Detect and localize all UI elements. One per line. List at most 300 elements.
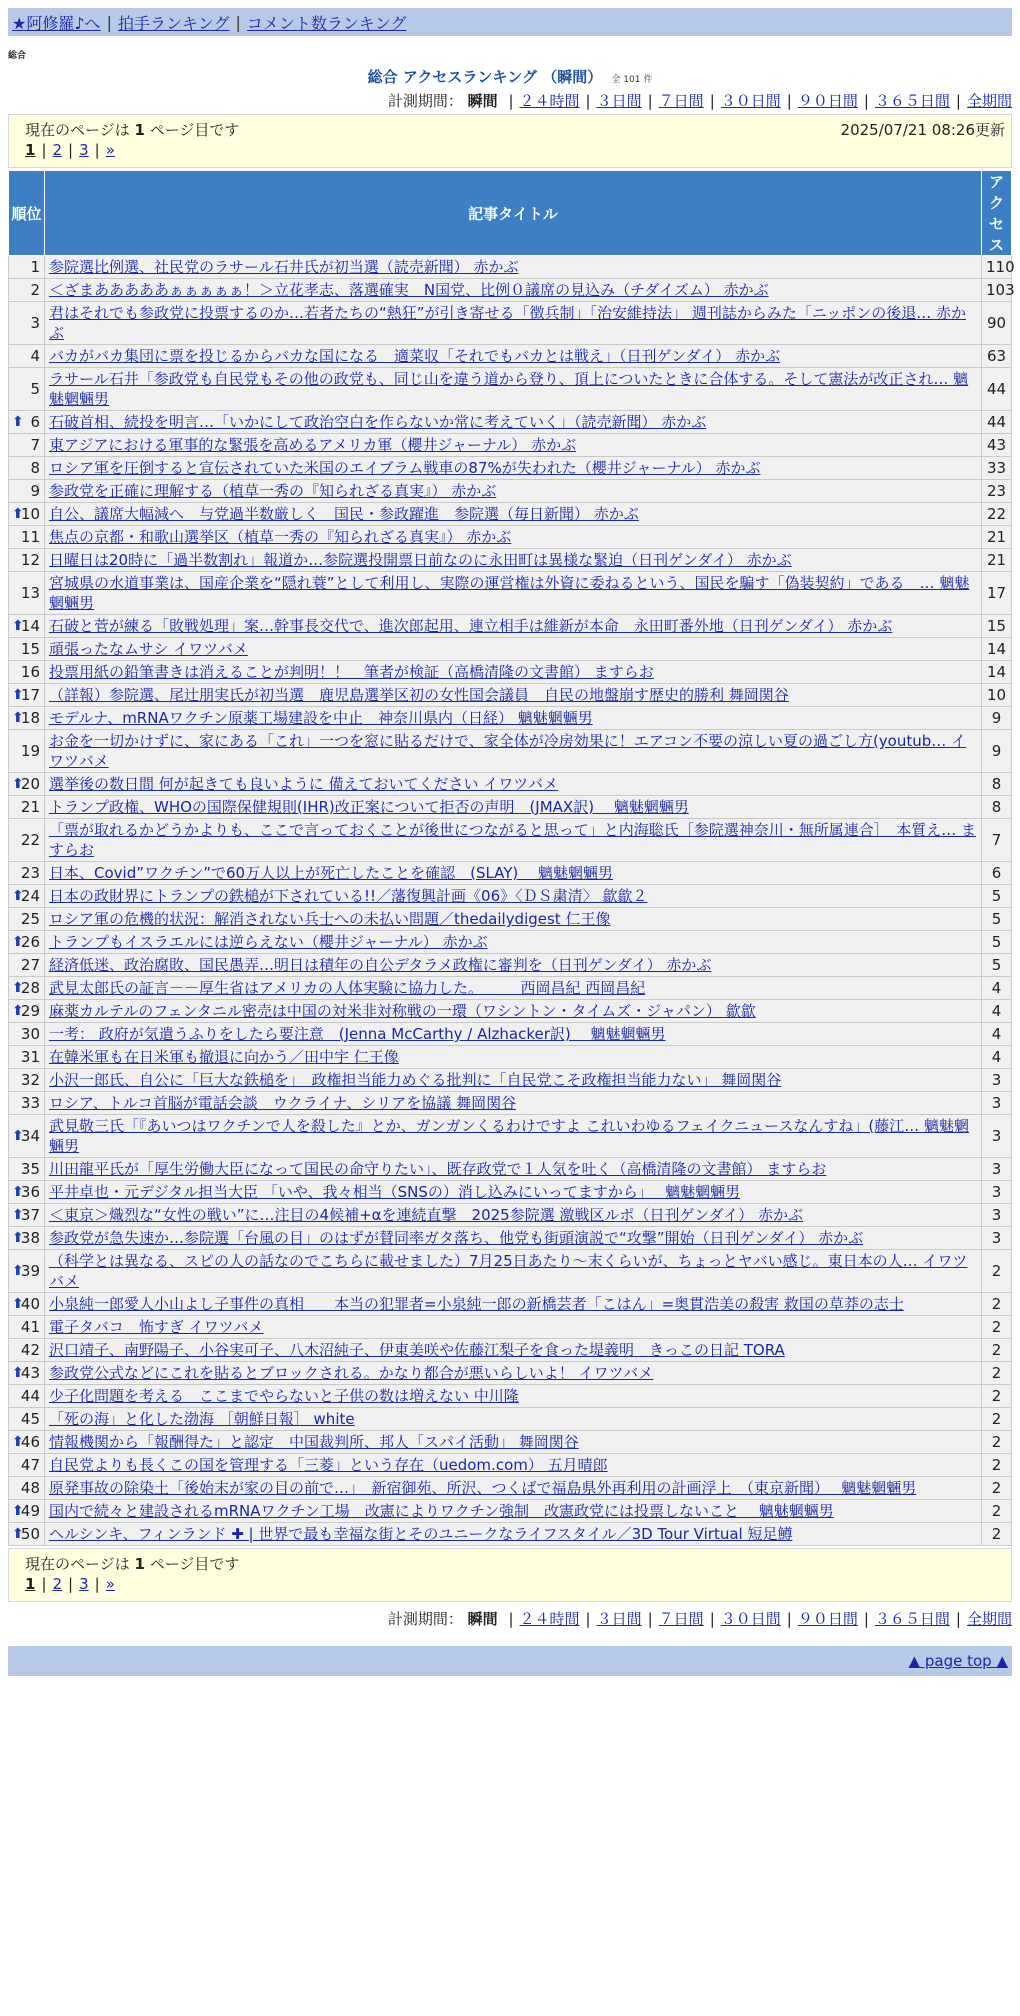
- table-row: [9, 931, 1012, 954]
- access-count: 3: [982, 1158, 1012, 1181]
- period-link[interactable]: ９０日間: [797, 92, 858, 110]
- rank-number: 20: [20, 775, 40, 793]
- access-count: 22: [982, 503, 1012, 526]
- up-arrow-icon: ⬆: [12, 1526, 24, 1542]
- access-count: 103: [982, 279, 1012, 302]
- title-cell: [45, 503, 982, 526]
- rank-cell: [9, 302, 45, 345]
- rank-number: 8: [30, 459, 40, 477]
- period-separator: |: [508, 92, 514, 110]
- up-arrow-icon: ⬆: [12, 1503, 24, 1519]
- title-cell: [45, 1339, 982, 1362]
- rank-number: 29: [20, 1002, 40, 1020]
- rank-number: 10: [20, 505, 40, 523]
- rank-number: 42: [20, 1341, 40, 1359]
- page-link[interactable]: 3: [79, 1575, 89, 1593]
- period-link[interactable]: ７日間: [658, 92, 704, 110]
- title-cell: [45, 1362, 982, 1385]
- access-count: 44: [982, 411, 1012, 434]
- rank-number: 9: [30, 482, 40, 500]
- article-link[interactable]: ロシア軍を圧倒すると宣伝されていた米国のエイブラム戦車の87%が失われた（櫻井ジャーナル） 赤かぶ: [49, 459, 761, 477]
- access-count: 2: [982, 1500, 1012, 1523]
- title-cell: [45, 1500, 982, 1523]
- period-link[interactable]: ２４時間: [519, 92, 580, 110]
- page-separator: |: [94, 1575, 100, 1593]
- table-row: [9, 885, 1012, 908]
- ranking-table: [8, 170, 1015, 1546]
- rank-cell: [9, 411, 45, 434]
- title-cell: [45, 1385, 982, 1408]
- next-page-link[interactable]: »: [105, 1575, 115, 1593]
- title-cell: [45, 549, 982, 572]
- period-link[interactable]: 全期間: [966, 92, 1012, 110]
- rank-number: 6: [30, 413, 40, 431]
- page-link[interactable]: 2: [52, 141, 63, 159]
- article-link[interactable]: 原発事故の除染土「後始末が家の目の前で…」 新宿御苑、所沢、つくばで福島県外再利用の計画浮上 （東京新聞） 魑魅魍魎男: [49, 1479, 917, 1497]
- title-cell: [45, 480, 982, 503]
- table-row: [9, 1023, 1012, 1046]
- table-row: [9, 256, 1012, 279]
- table-row: [9, 549, 1012, 572]
- period-link[interactable]: ９０日間: [797, 1610, 858, 1628]
- article-link[interactable]: ＜東京＞熾烈な“女性の戦い”に…注目の4候補+αを連続直撃 2025参院選 激戦区ルポ（日刊ゲンダイ） 赤かぶ: [49, 1206, 804, 1224]
- up-arrow-icon: ⬆: [12, 1434, 24, 1450]
- article-link[interactable]: 武見敬三氏「『あいつはワクチンで人を殺した』とか、ガンガンくるわけですよ これいわゆるフェイクニュースなんすね」(藤江… 魑魅魍魎男: [49, 1117, 970, 1155]
- article-link[interactable]: 麻薬カルテルのフェンタニル密売は中国の対米非対称戦の一環（ワシントン・タイムズ・ジャパン） 歙歙: [49, 1002, 756, 1020]
- access-count: 10: [982, 684, 1012, 707]
- table-row: [9, 1227, 1012, 1250]
- rank-cell: [9, 1204, 45, 1227]
- home-link[interactable]: ★阿修羅♪へ: [12, 13, 101, 33]
- rank-cell: [9, 256, 45, 279]
- title-cell: [45, 1523, 982, 1546]
- rank-number: 18: [20, 709, 40, 727]
- title-cell: [45, 1092, 982, 1115]
- rank-cell: [9, 1362, 45, 1385]
- article-link[interactable]: 参政党が急失速か…参院選「台風の目」のはずが賛同率ガタ落ち、他党も街頭演説で“攻撃”開始（日刊ゲンダイ） 赤かぶ: [49, 1229, 864, 1247]
- page-title-line: [0, 66, 1020, 86]
- access-count: 14: [982, 661, 1012, 684]
- rank-cell: [9, 773, 45, 796]
- access-count: 3: [982, 1204, 1012, 1227]
- title-cell: [45, 1069, 982, 1092]
- table-row: [9, 302, 1012, 345]
- current-page: 1: [25, 141, 36, 159]
- article-link[interactable]: ヘルシンキ、フィンランド ✚ | 世界で最も幸福な街とそのユニークなライフスタイル／3D Tour Virtual 短足鱒: [49, 1525, 793, 1543]
- rank-cell: [9, 1523, 45, 1546]
- rank-cell: [9, 638, 45, 661]
- up-arrow-icon: ⬆: [12, 1230, 24, 1246]
- article-link[interactable]: 参政党公式などにこれを貼るとブロックされる。かなり都合が悪いらしいよ！ イワツバメ: [49, 1364, 654, 1382]
- rank-number: 21: [20, 798, 40, 816]
- access-count: 2: [982, 1408, 1012, 1431]
- rank-cell: [9, 457, 45, 480]
- up-arrow-icon: ⬆: [12, 934, 24, 950]
- rank-cell: [9, 730, 45, 773]
- access-count: 2: [982, 1477, 1012, 1500]
- rank-number: 19: [20, 742, 40, 760]
- period-link[interactable]: ３６５日間: [874, 92, 950, 110]
- title-cell: [45, 1477, 982, 1500]
- access-count: 21: [982, 549, 1012, 572]
- title-cell: [45, 1000, 982, 1023]
- rank-cell: [9, 1046, 45, 1069]
- article-link[interactable]: 日曜日は20時に「過半数割れ」報道か…参院選投開票日前なのに永田町は異様な緊迫（日刊ゲンダイ） 赤かぶ: [49, 551, 792, 569]
- table-row: [9, 368, 1012, 411]
- rank-cell: [9, 908, 45, 931]
- access-count: 6: [982, 862, 1012, 885]
- rank-number: 26: [20, 933, 40, 951]
- period-separator: |: [709, 92, 715, 110]
- period-separator: |: [863, 1610, 869, 1628]
- title-cell: [45, 434, 982, 457]
- page-separator: |: [41, 1575, 47, 1593]
- rank-cell: [9, 954, 45, 977]
- applause-ranking-link[interactable]: 拍手ランキング: [117, 13, 230, 33]
- article-link[interactable]: 日本の政財界にトランプの鉄槌が下されている!!／藩復興計画《06》〈ＤＳ粛清〉 歙歙２: [49, 887, 648, 905]
- title-cell: [45, 1204, 982, 1227]
- period-link[interactable]: ７日間: [658, 1610, 704, 1628]
- period-separator: |: [955, 92, 961, 110]
- rank-number: 47: [20, 1456, 40, 1474]
- access-count: 33: [982, 457, 1012, 480]
- rank-cell: [9, 1092, 45, 1115]
- up-arrow-icon: ⬆: [12, 1365, 24, 1381]
- table-row: [9, 1385, 1012, 1408]
- article-link[interactable]: バカがバカ集団に票を投じるからバカな国になる 適菜収「それでもバカとは戦え」（日刊ゲンダイ） 赤かぶ: [49, 347, 781, 365]
- table-row: [9, 503, 1012, 526]
- rank-number: 13: [20, 584, 40, 602]
- period-separator: |: [585, 92, 591, 110]
- period-link[interactable]: ３日間: [596, 1610, 642, 1628]
- rank-number: 31: [20, 1048, 40, 1066]
- period-separator: |: [955, 1610, 961, 1628]
- up-arrow-icon: ⬆: [12, 980, 24, 996]
- rank-number: 39: [20, 1262, 40, 1280]
- article-link[interactable]: ロシア軍の危機的状況：解消されない兵士への未払い問題／thedailydigest 仁王像: [49, 910, 611, 928]
- rank-number: 35: [20, 1160, 40, 1178]
- period-link[interactable]: ３０日間: [720, 1610, 781, 1628]
- rank-number: 50: [20, 1525, 40, 1543]
- article-link[interactable]: 情報機関から「報酬得た」と認定 中国裁判所、邦人「スパイ活動」 舞岡関谷: [49, 1433, 579, 1451]
- article-link[interactable]: 日本、Covid”ワクチン”で60万人以上が死亡したことを確認 (SLAY) 魑魅魍魎男: [49, 864, 614, 882]
- article-link[interactable]: 石破と菅が練る「敗戦処理」案…幹事長交代で、進次郎起用、連立相手は維新が本命 永田町番外地（日刊ゲンダイ） 赤かぶ: [49, 617, 893, 635]
- article-link[interactable]: 「死の海」と化した渤海 ［朝鮮日報］ white: [49, 1410, 355, 1428]
- title-cell: [45, 661, 982, 684]
- nav-separator: |: [235, 12, 241, 32]
- title-cell: [45, 526, 982, 549]
- access-count: 9: [982, 707, 1012, 730]
- table-row: [9, 819, 1012, 862]
- access-count: 5: [982, 954, 1012, 977]
- rank-cell: [9, 1250, 45, 1293]
- table-row: [9, 1477, 1012, 1500]
- rank-number: 41: [20, 1318, 40, 1336]
- article-link[interactable]: 一考： 政府が気遣うふりをしたら要注意 (Jenna McCarthy / Alzhacker訳) 魑魅魍魎男: [49, 1025, 666, 1043]
- title-cell: [45, 302, 982, 345]
- rank-cell: [9, 1069, 45, 1092]
- title-cell: [45, 1408, 982, 1431]
- article-link[interactable]: 在韓米軍も在日米軍も撤退に向かう／田中宇 仁王像: [49, 1048, 399, 1066]
- page-separator: |: [68, 141, 74, 159]
- rank-number: 48: [20, 1479, 40, 1497]
- pager-bottom: [8, 1548, 1012, 1602]
- access-count: 7: [982, 819, 1012, 862]
- period-label: 計測期間：: [387, 1610, 463, 1628]
- title-cell: [45, 1316, 982, 1339]
- access-count: 21: [982, 526, 1012, 549]
- rank-cell: [9, 885, 45, 908]
- pager-top: [8, 114, 1012, 168]
- article-link[interactable]: 国内で続々と建設されるmRNAワクチン工場 改憲によりワクチン強制 改憲政党には投票しないこと 魑魅魍魎男: [49, 1502, 834, 1520]
- rank-cell: [9, 1000, 45, 1023]
- access-count: 44: [982, 368, 1012, 411]
- up-arrow-icon: ⬆: [12, 687, 24, 703]
- title-cell: [45, 730, 982, 773]
- rank-number: 33: [20, 1094, 40, 1112]
- period-selector-top: [0, 90, 1012, 112]
- title-cell: [45, 1158, 982, 1181]
- rank-number: 2: [30, 281, 40, 299]
- access-count: 17: [982, 572, 1012, 615]
- rank-cell: [9, 1293, 45, 1316]
- article-link[interactable]: トランプ政権、WHOの国際保健規則(IHR)改正案について拒否の声明 (JMAX訳) 魑魅魍魎男: [49, 798, 689, 816]
- access-count: 2: [982, 1385, 1012, 1408]
- rank-number: 5: [30, 380, 40, 398]
- article-link[interactable]: （科学とは異なる、スピの人の話なのでこちらに載せました）7月25日あたり～末くらいが、ちょっとヤバい感じ。東日本の人… イワツバメ: [49, 1252, 968, 1290]
- article-link[interactable]: 頑張ったなムサシ イワツバメ: [49, 640, 248, 658]
- access-count: 3: [982, 1181, 1012, 1204]
- rank-number: 15: [20, 640, 40, 658]
- rank-number: 45: [20, 1410, 40, 1428]
- table-row: [9, 1181, 1012, 1204]
- article-link[interactable]: 平井卓也・元デジタル担当大臣 「いや、我々相当（SNSの）消し込みにいってますから」 魑魅魍魎男: [49, 1183, 741, 1201]
- title-cell: [45, 773, 982, 796]
- title-cell: [45, 345, 982, 368]
- article-link[interactable]: お金を一切かけずに、家にある「これ」一つを窓に貼るだけで、家全体が冷房効果に！エアコン不要の涼しい夏の過ごし方(youtub… イワツバメ: [49, 732, 967, 770]
- table-row: [9, 1069, 1012, 1092]
- up-arrow-icon: ⬆: [12, 1263, 24, 1279]
- rank-cell: [9, 503, 45, 526]
- table-row: [9, 1000, 1012, 1023]
- rank-cell: [9, 549, 45, 572]
- access-count: 2: [982, 1454, 1012, 1477]
- period-separator: |: [709, 1610, 715, 1628]
- rank-cell: [9, 480, 45, 503]
- period-label: 計測期間：: [387, 92, 463, 110]
- article-link[interactable]: 焦点の京都・和歌山選挙区（植草一秀の『知られざる真実』） 赤かぶ: [49, 528, 512, 546]
- article-link[interactable]: モデルナ、mRNAワクチン原薬工場建設を中止 神奈川県内（日経） 魑魅魍魎男: [49, 709, 593, 727]
- article-link[interactable]: ロシア、トルコ首脳が電話会談 ウクライナ、シリアを協議 舞岡関谷: [49, 1094, 517, 1112]
- rank-cell: [9, 819, 45, 862]
- period-separator: |: [647, 1610, 653, 1628]
- title-cell: [45, 615, 982, 638]
- rank-cell: [9, 1339, 45, 1362]
- top-nav-bar: [8, 8, 1012, 36]
- table-row: [9, 638, 1012, 661]
- rank-number: 38: [20, 1229, 40, 1247]
- article-link[interactable]: 小沢一郎氏、自公に「巨大な鉄槌を」 政権担当能力めぐる批判に「自民党こそ政権担当能力ない」 舞岡関谷: [49, 1071, 782, 1089]
- table-row: [9, 862, 1012, 885]
- access-count: 2: [982, 1316, 1012, 1339]
- rank-cell: [9, 526, 45, 549]
- period-link[interactable]: ３０日間: [720, 92, 781, 110]
- rank-cell: [9, 1316, 45, 1339]
- title-cell: [45, 1181, 982, 1204]
- period-link[interactable]: 全期間: [966, 1610, 1012, 1628]
- title-cell: [45, 1115, 982, 1158]
- access-count: 4: [982, 1000, 1012, 1023]
- title-header: 記事タイトル: [45, 171, 982, 256]
- access-count: 5: [982, 908, 1012, 931]
- access-count: 4: [982, 977, 1012, 1000]
- table-row: [9, 684, 1012, 707]
- rank-number: 44: [20, 1387, 40, 1405]
- access-count: 63: [982, 345, 1012, 368]
- rank-cell: [9, 1408, 45, 1431]
- article-link[interactable]: 投票用紙の鉛筆書きは消えることが判明！！ 筆者が検証（高橋清隆の文書館） ますらお: [49, 663, 654, 681]
- table-row: [9, 1158, 1012, 1181]
- article-link[interactable]: 自公、議席大幅減へ 与党過半数厳しく 国民・参政躍進 参院選（毎日新聞） 赤かぶ: [49, 505, 639, 523]
- rank-number: 3: [30, 314, 40, 332]
- table-row: [9, 480, 1012, 503]
- rank-number: 46: [20, 1433, 40, 1451]
- table-row: [9, 1316, 1012, 1339]
- period-link[interactable]: ３６５日間: [874, 1610, 950, 1628]
- period-current: 瞬間: [467, 1610, 498, 1628]
- page-link[interactable]: 2: [52, 1575, 63, 1593]
- article-link[interactable]: 沢口靖子、南野陽子、小谷実可子、八木沼純子、伊東美咲や佐藤江梨子を食った堤義明 きっこの日記 TORA: [49, 1341, 785, 1359]
- access-count: 15: [982, 615, 1012, 638]
- access-count: 4: [982, 1046, 1012, 1069]
- access-count: 2: [982, 1339, 1012, 1362]
- article-link[interactable]: 電子タバコ 怖すぎ イワツバメ: [49, 1318, 264, 1336]
- title-cell: [45, 908, 982, 931]
- title-cell: [45, 819, 982, 862]
- access-count: 5: [982, 885, 1012, 908]
- title-cell: [45, 411, 982, 434]
- period-selector-bottom: [0, 1608, 1012, 1630]
- up-arrow-icon: ⬆: [12, 888, 24, 904]
- rank-number: 22: [20, 831, 40, 849]
- article-link[interactable]: 小泉純一郎愛人小山よし子事件の真相 本当の犯罪者=小泉純一郎の新橋芸者「こはん」=奥貫浩美の殺害 救国の草莽の志士: [49, 1295, 904, 1313]
- rank-cell: [9, 615, 45, 638]
- rank-number: 28: [20, 979, 40, 997]
- article-link[interactable]: ＜ざまあああああぁぁぁぁぁ！＞立花孝志、落選確実 N国党、比例０議席の見込み（チダイズム） 赤かぶ: [49, 281, 769, 299]
- article-link[interactable]: 君はそれでも参政党に投票するのか…若者たちの“熱狂”が引き寄せる「徴兵制」「治安維持法」 週刊誌からみた「ニッポンの後退… 赤かぶ: [49, 304, 966, 342]
- rank-number: 40: [20, 1295, 40, 1313]
- rank-cell: [9, 1023, 45, 1046]
- article-link[interactable]: 石破首相、続投を明言…「いかにして政治空白を作らないか常に考えていく」（読売新聞） 赤かぶ: [49, 413, 707, 431]
- up-arrow-icon: ⬆: [12, 1207, 24, 1223]
- title-cell: [45, 684, 982, 707]
- access-count: 3: [982, 1227, 1012, 1250]
- updated-timestamp: 2025/07/21 08:26更新: [840, 121, 1005, 139]
- article-link[interactable]: 参院選比例選、社民党のラサール石井氏が初当選（読売新聞） 赤かぶ: [49, 258, 519, 276]
- page-top-link[interactable]: ▲ page top ▲: [908, 1652, 1008, 1670]
- article-link[interactable]: 川田龍平氏が「厚生労働大臣になって国民の命守りたい」、既存政党で１人気を吐く（高橋清隆の文書館） ますらお: [49, 1160, 827, 1178]
- access-count: 23: [982, 480, 1012, 503]
- rank-cell: [9, 1181, 45, 1204]
- period-separator: |: [786, 92, 792, 110]
- period-link[interactable]: ３日間: [596, 92, 642, 110]
- article-link[interactable]: 東アジアにおける軍事的な緊張を高めるアメリカ軍（櫻井ジャーナル） 赤かぶ: [49, 436, 577, 454]
- rank-number: 17: [20, 686, 40, 704]
- article-link[interactable]: 少子化問題を考える ここまでやらないと子供の数は増えない 中川隆: [49, 1387, 519, 1405]
- table-row: [9, 345, 1012, 368]
- next-page-link[interactable]: »: [105, 141, 115, 159]
- rank-number: 14: [20, 617, 40, 635]
- rank-number: 30: [20, 1025, 40, 1043]
- page-title: 総合 アクセスランキング （瞬間）: [367, 68, 603, 86]
- rank-number: 49: [20, 1502, 40, 1520]
- title-cell: [45, 572, 982, 615]
- article-link[interactable]: 武見太郎氏の証言－－厚生省はアメリカの人体実験に協力した。 西岡昌紀 西岡昌紀: [49, 979, 646, 997]
- page-links: [25, 141, 1005, 163]
- title-cell: [45, 638, 982, 661]
- article-link[interactable]: 選挙後の数日間 何が起きても良いように 備えておいてください イワツバメ: [49, 775, 559, 793]
- table-row: [9, 1454, 1012, 1477]
- table-row: [9, 954, 1012, 977]
- access-count: 90: [982, 302, 1012, 345]
- table-row: [9, 977, 1012, 1000]
- access-count: 2: [982, 1431, 1012, 1454]
- article-link[interactable]: トランプもイスラエルには逆らえない（櫻井ジャーナル） 赤かぶ: [49, 933, 488, 951]
- title-cell: [45, 457, 982, 480]
- article-link[interactable]: （詳報）参院選、尾辻朋実氏が初当選 鹿児島選挙区初の女性国会議員 自民の地盤崩す歴史的勝利 舞岡関谷: [49, 686, 789, 704]
- page-separator: |: [68, 1575, 74, 1593]
- period-link[interactable]: ２４時間: [519, 1610, 580, 1628]
- nav-separator: |: [106, 12, 112, 32]
- article-link[interactable]: ラサール石井「参政党も自民党もその他の政党も、同じ山を違う道から登り、頂上についたときに合体する。そして憲法が改正され… 魑魅魍魎男: [49, 370, 969, 408]
- total-count: 全 101 件: [611, 75, 653, 85]
- period-separator: |: [585, 1610, 591, 1628]
- title-cell: [45, 977, 982, 1000]
- article-link[interactable]: 参政党を正確に理解する（植草一秀の『知られざる真実』） 赤かぶ: [49, 482, 497, 500]
- access-count: 8: [982, 796, 1012, 819]
- rank-number: 16: [20, 663, 40, 681]
- table-row: [9, 661, 1012, 684]
- up-arrow-icon: ⬆: [12, 506, 24, 522]
- article-link[interactable]: 宮城県の水道事業は、国産企業を“隠れ蓑”として利用し、実際の運営権は外資に委ねるという、国民を騙す「偽装契約」である … 魑魅魍魎男: [49, 574, 970, 612]
- table-row: [9, 1046, 1012, 1069]
- footer-bar: [8, 1646, 1012, 1676]
- title-cell: [45, 368, 982, 411]
- table-row: [9, 526, 1012, 549]
- rank-number: 43: [20, 1364, 40, 1382]
- page-link[interactable]: 3: [79, 141, 89, 159]
- article-link[interactable]: 経済低迷、政治腐敗、国民愚弄…明日は積年の自公デタラメ政権に審判を（日刊ゲンダイ） 赤かぶ: [49, 956, 712, 974]
- access-count: 2: [982, 1250, 1012, 1293]
- access-header: アクセス: [982, 171, 1012, 256]
- table-row: [9, 457, 1012, 480]
- rank-number: 37: [20, 1206, 40, 1224]
- rank-cell: [9, 1227, 45, 1250]
- rank-cell: [9, 1158, 45, 1181]
- rank-cell: [9, 931, 45, 954]
- article-link[interactable]: 自民党よりも長くこの国を管理する「三菱」という存在（uedom.com） 五月晴郎: [49, 1456, 608, 1474]
- page-links-bottom: [25, 1575, 1005, 1597]
- title-cell: [45, 885, 982, 908]
- article-link[interactable]: 「票が取れるかどうかよりも、ここで言っておくことが後世につながると思って」と内海聡氏［参院選神奈川・無所属連合］ 本質え… ますらお: [49, 821, 976, 859]
- rank-number: 23: [20, 864, 40, 882]
- comment-ranking-link[interactable]: コメント数ランキング: [246, 13, 407, 33]
- table-row: [9, 1250, 1012, 1293]
- title-cell: [45, 862, 982, 885]
- page-status: 現在のページは 1 ページ目です: [25, 121, 240, 139]
- title-cell: [45, 1227, 982, 1250]
- rank-cell: [9, 368, 45, 411]
